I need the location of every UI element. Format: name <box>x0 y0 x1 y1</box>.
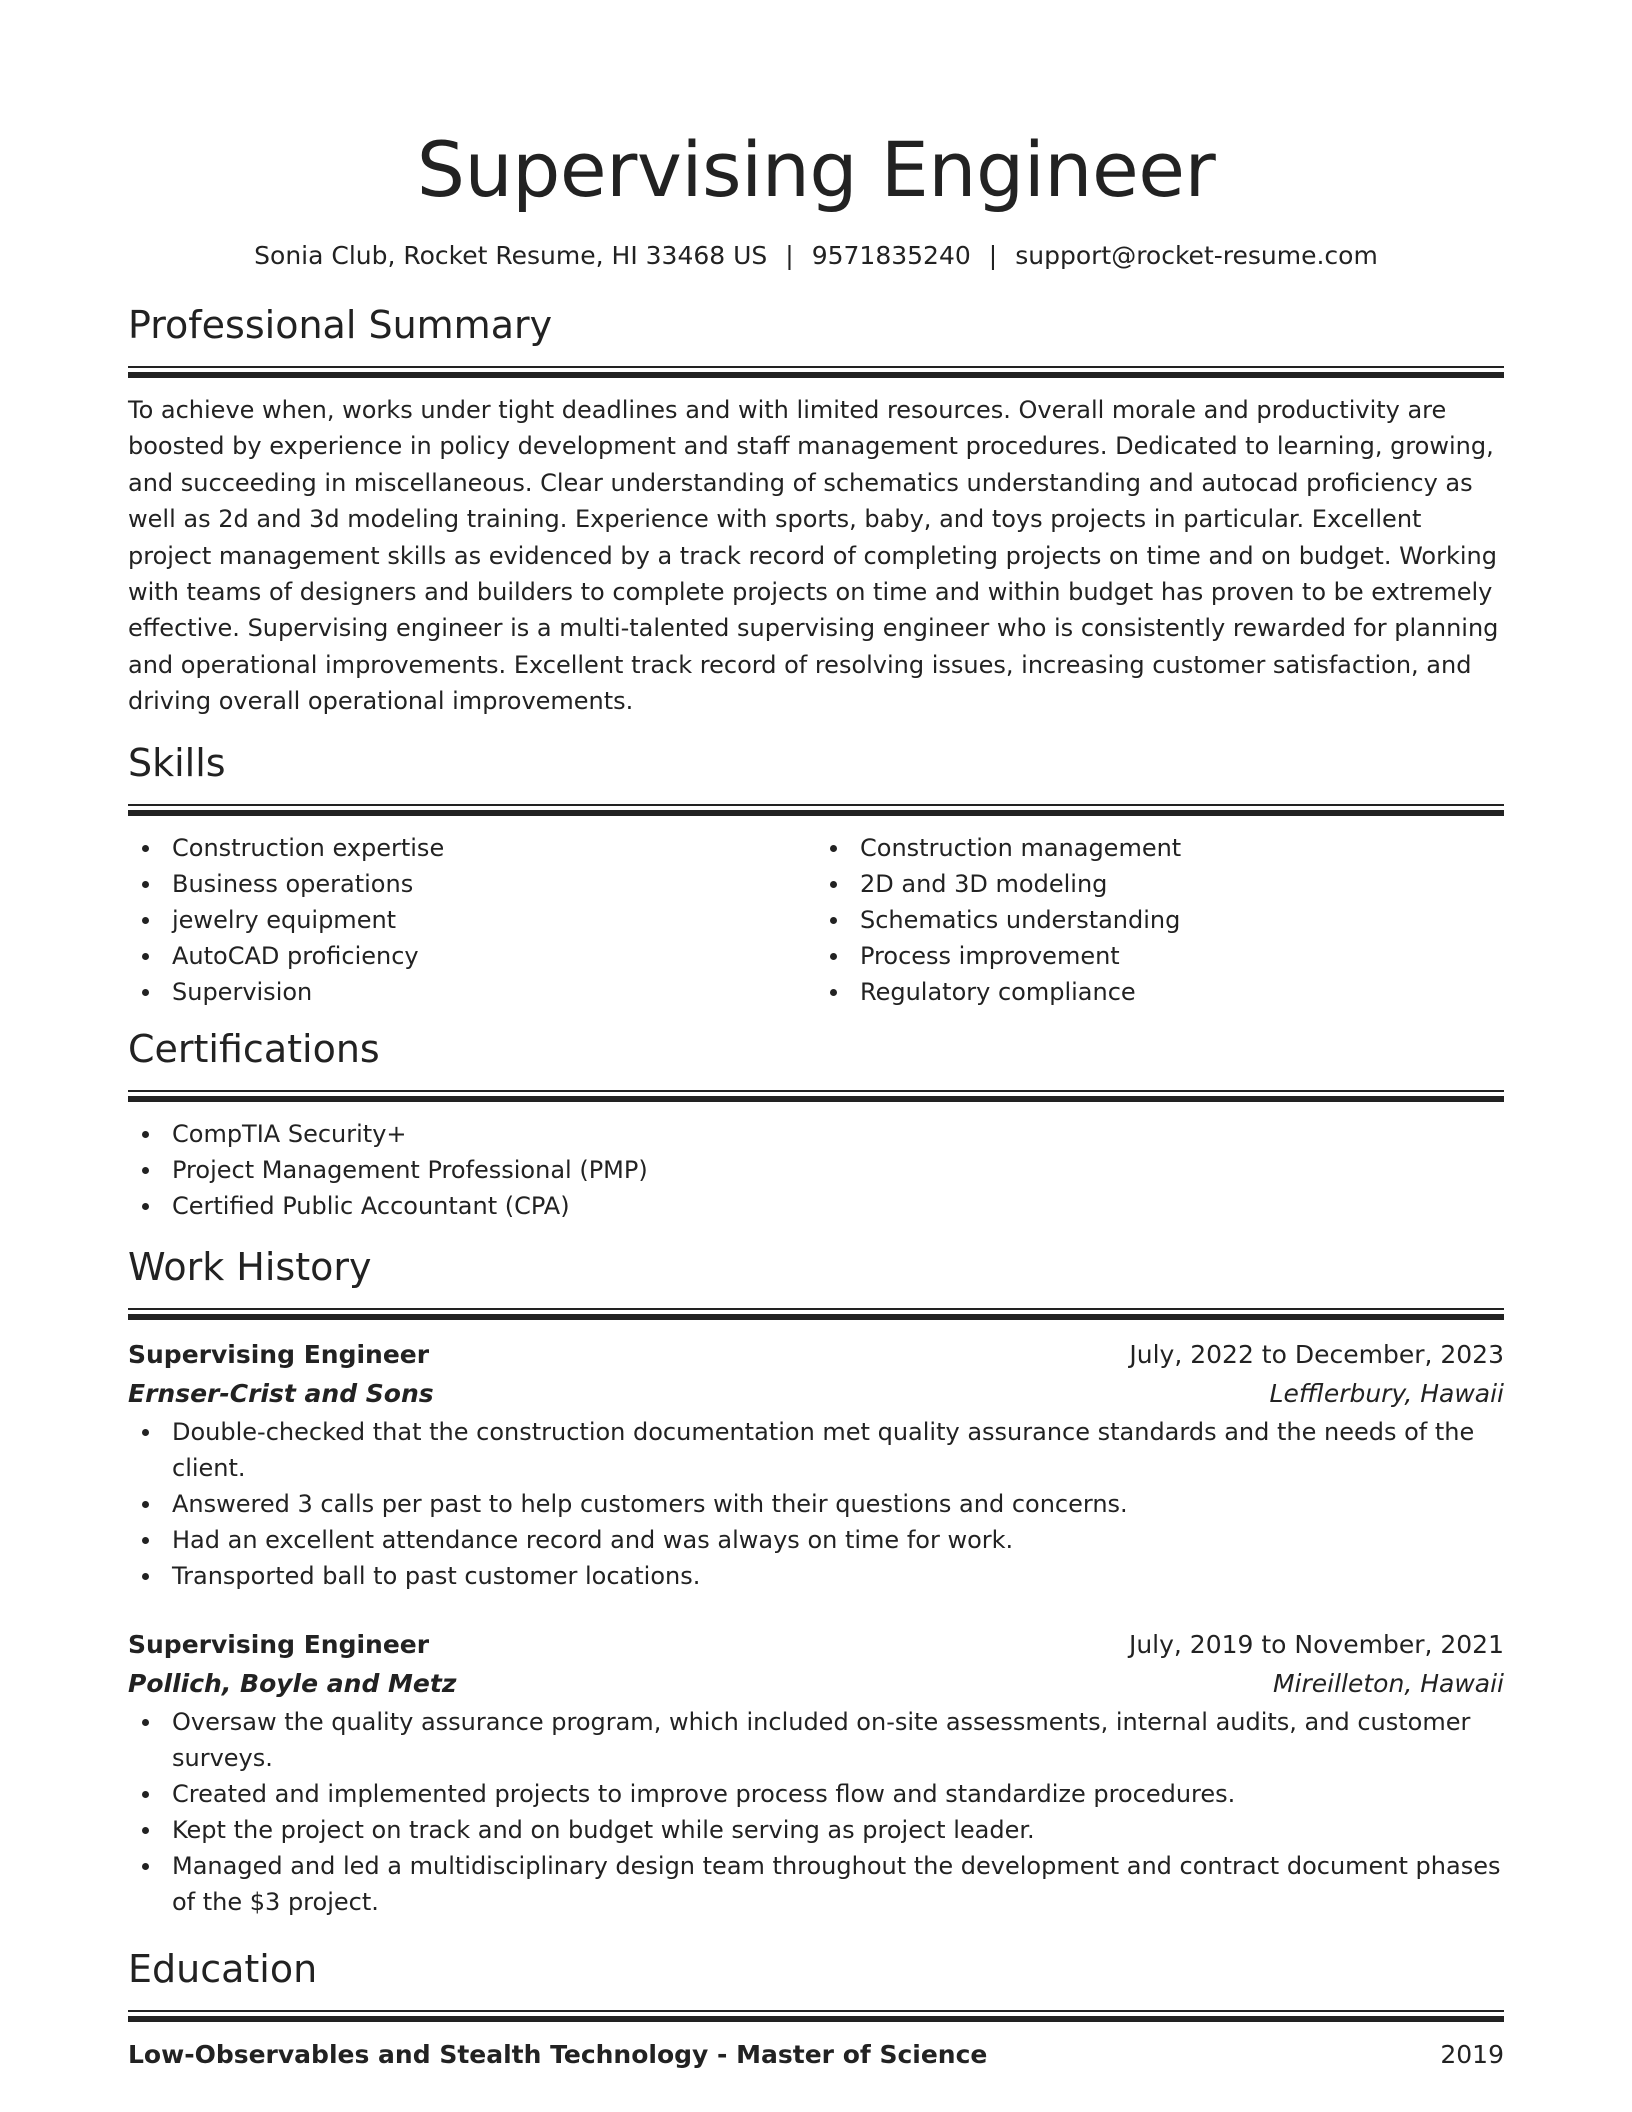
skill-item: Schematics understanding <box>816 902 1504 938</box>
job-bullets <box>128 1704 1504 1920</box>
skill-item: 2D and 3D modeling <box>816 866 1504 902</box>
education-year: 2019 <box>1440 2039 1504 2069</box>
skill-item: Construction expertise <box>128 830 816 866</box>
summary-section <box>128 300 1504 720</box>
skills-section <box>128 738 1504 1010</box>
certification-item: CompTIA Security+ <box>128 1116 1504 1152</box>
certification-item: Project Management Professional (PMP) <box>128 1152 1504 1188</box>
job-company: Ernser-Crist and Sons <box>128 1378 434 1408</box>
job-bullet: Managed and led a multidisciplinary design team throughout the development and contract document phases of the $3 project. <box>128 1848 1504 1920</box>
job-location: Lefflerbury, Hawaii <box>1269 1378 1504 1408</box>
job-bullet: Kept the project on track and on budget while serving as project leader. <box>128 1812 1504 1848</box>
education-degree: Low-Observables and Stealth Technology - Master of Science <box>128 2039 988 2069</box>
certification-item: Certified Public Accountant (CPA) <box>128 1188 1504 1224</box>
job-bullet: Oversaw the quality assurance program, which included on-site assessments, internal audits, and customer surveys. <box>128 1704 1504 1776</box>
education-entry <box>128 2036 1504 2074</box>
section-title-skills: Skills <box>128 740 226 785</box>
job-bullet: Had an excellent attendance record and was always on time for work. <box>128 1522 1504 1558</box>
section-divider <box>128 1090 1504 1102</box>
section-title-education: Education <box>128 1946 318 1991</box>
contact-line <box>128 238 1504 274</box>
section-divider <box>128 2010 1504 2022</box>
work-history-section <box>128 1242 1504 1920</box>
job-title: Supervising Engineer <box>128 1339 430 1369</box>
certifications-section <box>128 1024 1504 1224</box>
job-header <box>128 1626 1504 1664</box>
skill-item: Supervision <box>128 974 816 1010</box>
resume-page <box>128 118 1504 2074</box>
skill-item: Regulatory compliance <box>816 974 1504 1010</box>
job-header <box>128 1336 1504 1374</box>
job-bullets <box>128 1414 1504 1594</box>
job-bullet: Double-checked that the construction documentation met quality assurance standards and the needs of the client. <box>128 1414 1504 1486</box>
section-divider <box>128 804 1504 816</box>
certifications-list <box>128 1116 1504 1224</box>
job-bullet: Created and implemented projects to improve process flow and standardize procedures. <box>128 1776 1504 1812</box>
job-bullet: Answered 3 calls per past to help customers with their questions and concerns. <box>128 1486 1504 1522</box>
summary-text: To achieve when, works under tight deadlines and with limited resources. Overall morale and productivity are boosted by experience in policy development and staff management procedures. Dedicated to learning, growing, and succeeding in miscellaneous. Clear understanding of schematics understanding and autocad proficiency as well as 2d and 3d modeling training. Experience with sports, baby, and toys projects in particular. Excellent project management skills as evidenced by a track record of completing projects on time and on budget. Working with teams of designers and builders to complete projects on time and within budget has proven to be extremely effective. Supervising engineer is a multi-talented supervising engineer who is consistently rewarded for planning and operational improvements. Excellent track record of resolving issues, increasing customer satisfaction, and driving overall operational improvements. <box>128 396 1499 716</box>
resume-name: Supervising Engineer <box>416 125 1216 214</box>
skills-left-list <box>128 830 816 1010</box>
skill-item: Business operations <box>128 866 816 902</box>
job-dates: July, 2022 to December, 2023 <box>1129 1339 1504 1369</box>
contact-email: support@rocket-resume.com <box>1015 241 1378 270</box>
job-bullet: Transported ball to past customer locations. <box>128 1558 1504 1594</box>
section-divider <box>128 1308 1504 1320</box>
job-company: Pollich, Boyle and Metz <box>128 1668 457 1698</box>
contact-phone: 9571835240 <box>811 241 971 270</box>
skill-item: Process improvement <box>816 938 1504 974</box>
skill-item: Construction management <box>816 830 1504 866</box>
job-location: Mireilleton, Hawaii <box>1272 1668 1504 1698</box>
contact-separator: | <box>785 241 794 270</box>
contact-address: Sonia Club, Rocket Resume, HI 33468 US <box>254 241 768 270</box>
contact-separator: | <box>988 241 998 270</box>
skill-item: AutoCAD proficiency <box>128 938 816 974</box>
job-title: Supervising Engineer <box>128 1629 430 1659</box>
section-title-certifications: Certifications <box>128 1026 380 1071</box>
job-entry <box>128 1336 1504 1594</box>
job-dates: July, 2019 to November, 2021 <box>1128 1629 1504 1659</box>
section-title-summary: Professional Summary <box>128 303 553 347</box>
education-section <box>128 1944 1504 2074</box>
section-title-work-history: Work History <box>128 1244 372 1289</box>
job-subheader <box>128 1374 1504 1414</box>
skill-item: jewelry equipment <box>128 902 816 938</box>
skills-right-list <box>816 830 1504 1010</box>
skills-grid <box>128 830 1504 1010</box>
job-subheader <box>128 1664 1504 1704</box>
section-divider <box>128 366 1504 378</box>
job-entry <box>128 1626 1504 1920</box>
